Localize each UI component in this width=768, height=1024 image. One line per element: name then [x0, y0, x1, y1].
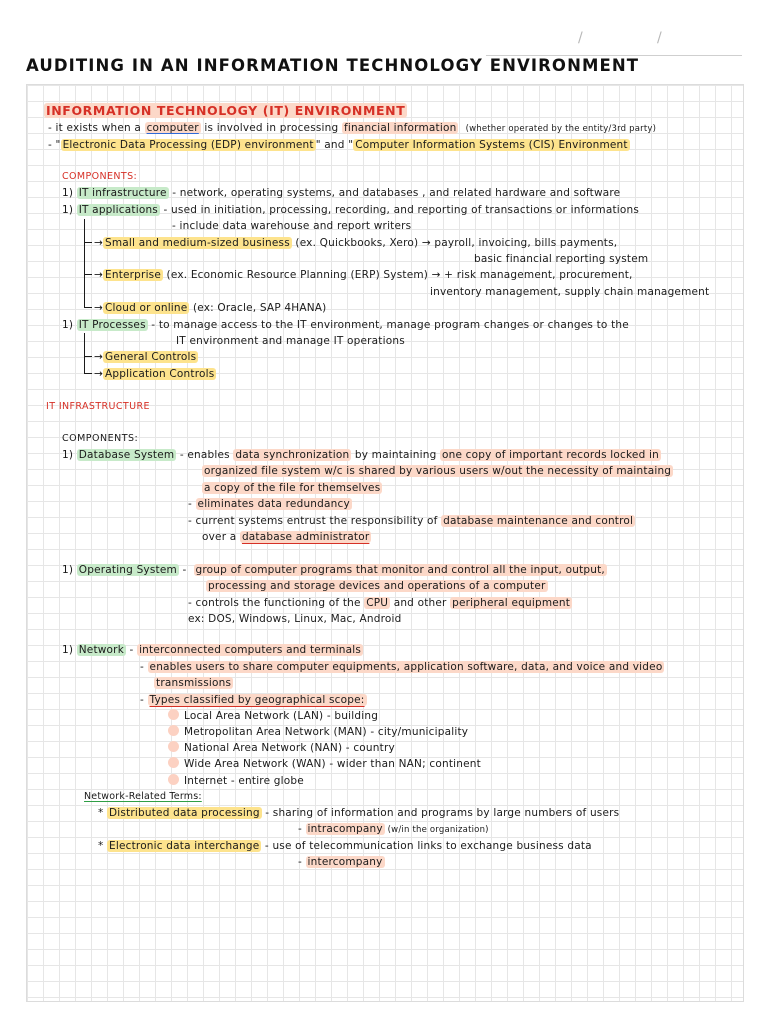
- hook-cloud: [84, 307, 92, 308]
- processes-line-2: IT environment and manage IT operations: [176, 335, 405, 347]
- general-controls: → General Controls: [94, 351, 197, 363]
- corner-mark-1: /: [578, 30, 583, 46]
- netterms-heading: Network-Related Terms:: [84, 791, 202, 802]
- net-type-internet: Internet - entire globe: [168, 774, 304, 788]
- os-line-4: ex: DOS, Windows, Linux, Mac, Android: [188, 613, 402, 625]
- bullet-dot: [168, 774, 179, 785]
- bullet-dot: [168, 757, 179, 768]
- enterprise-line: → Enterprise (ex. Economic Resource Planning (ERP) System) → + risk management, procurement,: [94, 269, 633, 281]
- net-line-3: transmissions: [156, 677, 232, 689]
- bullet-dot: [168, 741, 179, 752]
- ddp-line: * Distributed data processing - sharing of information and programs by large numbers of users: [98, 807, 620, 819]
- processes-bracket: [84, 333, 85, 374]
- infra-line: 1) IT infrastructure - network, operating systems, and databases , and related hardware and software: [62, 187, 621, 199]
- small-business-line-2: basic financial reporting system: [474, 253, 649, 265]
- hook-small: [84, 242, 92, 243]
- hook-general: [84, 356, 92, 357]
- page-title: AUDITING IN AN INFORMATION TECHNOLOGY ENVIRONMENT: [26, 56, 640, 75]
- net-line-4: - Types classified by geographical scope:: [140, 694, 365, 706]
- db-line-2: organized file system w/c is shared by various users w/out the necessity of maintaing: [204, 465, 672, 477]
- exists-line: - it exists when a computer is involved in processing financial information (whether operated by the entity/3rd party): [48, 122, 657, 134]
- bullet-dot: [168, 709, 179, 720]
- net-type-nan: National Area Network (NAN) - country: [168, 741, 395, 755]
- db-line-3: a copy of the file for themselves: [204, 482, 381, 494]
- net-line-2: - enables users to share computer equipments, application software, data, and voice and video: [140, 661, 663, 673]
- infra-heading: IT INFRASTRUCTURE: [46, 401, 150, 412]
- hook-application: [84, 373, 92, 374]
- application-controls: → Application Controls: [94, 368, 215, 380]
- apps-sub-line: - include data warehouse and report writers: [172, 220, 412, 232]
- net-type-lan: Local Area Network (LAN) - building: [168, 709, 378, 723]
- enterprise-line-2: inventory management, supply chain management: [430, 286, 710, 298]
- os-line-2: processing and storage devices and operations of a computer: [208, 580, 546, 592]
- net-type-wan: Wide Area Network (WAN) - wider than NAN; continent: [168, 757, 481, 771]
- db-line-5: - current systems entrust the responsibility of database maintenance and control: [188, 515, 634, 527]
- os-line-3: - controls the functioning of the CPU and other peripheral equipment: [188, 597, 571, 609]
- net-type-man: Metropolitan Area Network (MAN) - city/municipality: [168, 725, 468, 739]
- db-line-4: - eliminates data redundancy: [188, 498, 350, 510]
- edi-line: * Electronic data interchange - use of telecommunication links to exchange business data: [98, 840, 592, 852]
- components2-heading: COMPONENTS:: [62, 433, 139, 444]
- cloud-line: → Cloud or online (ex: Oracle, SAP 4HANA): [94, 302, 327, 314]
- hook-enterprise: [84, 274, 92, 275]
- processes-line: 1) IT Processes - to manage access to the IT environment, manage program changes or changes to the: [62, 319, 629, 331]
- apps-line: 1) IT applications - used in initiation, processing, recording, and reporting of transactions or informations: [62, 204, 640, 216]
- small-business-line: → Small and medium-sized business (ex. Quickbooks, Xero) → payroll, invoicing, bills payments,: [94, 237, 618, 249]
- db-line-1: 1) Database System - enables data synchronization by maintaining one copy of important records locked in: [62, 449, 659, 461]
- intracompany-line: - intracompany (w/in the organization): [298, 823, 489, 835]
- components-heading: COMPONENTS:: [62, 171, 138, 182]
- db-line-6: over a database administrator: [202, 531, 370, 543]
- edp-line: - " Electronic Data Processing (EDP) environment " and " Computer Information Systems (CIS) Environment: [48, 139, 628, 151]
- os-line-1: 1) Operating System - group of computer programs that monitor and control all the input, output,: [62, 564, 605, 576]
- corner-mark-2: /: [657, 30, 662, 46]
- bullet-dot: [168, 725, 179, 736]
- net-line-1: 1) Network - interconnected computers and terminals: [62, 644, 362, 656]
- apps-bracket: [84, 219, 85, 308]
- intercompany-line: - intercompany: [298, 856, 383, 868]
- section-heading: INFORMATION TECHNOLOGY (IT) ENVIRONMENT: [46, 103, 406, 118]
